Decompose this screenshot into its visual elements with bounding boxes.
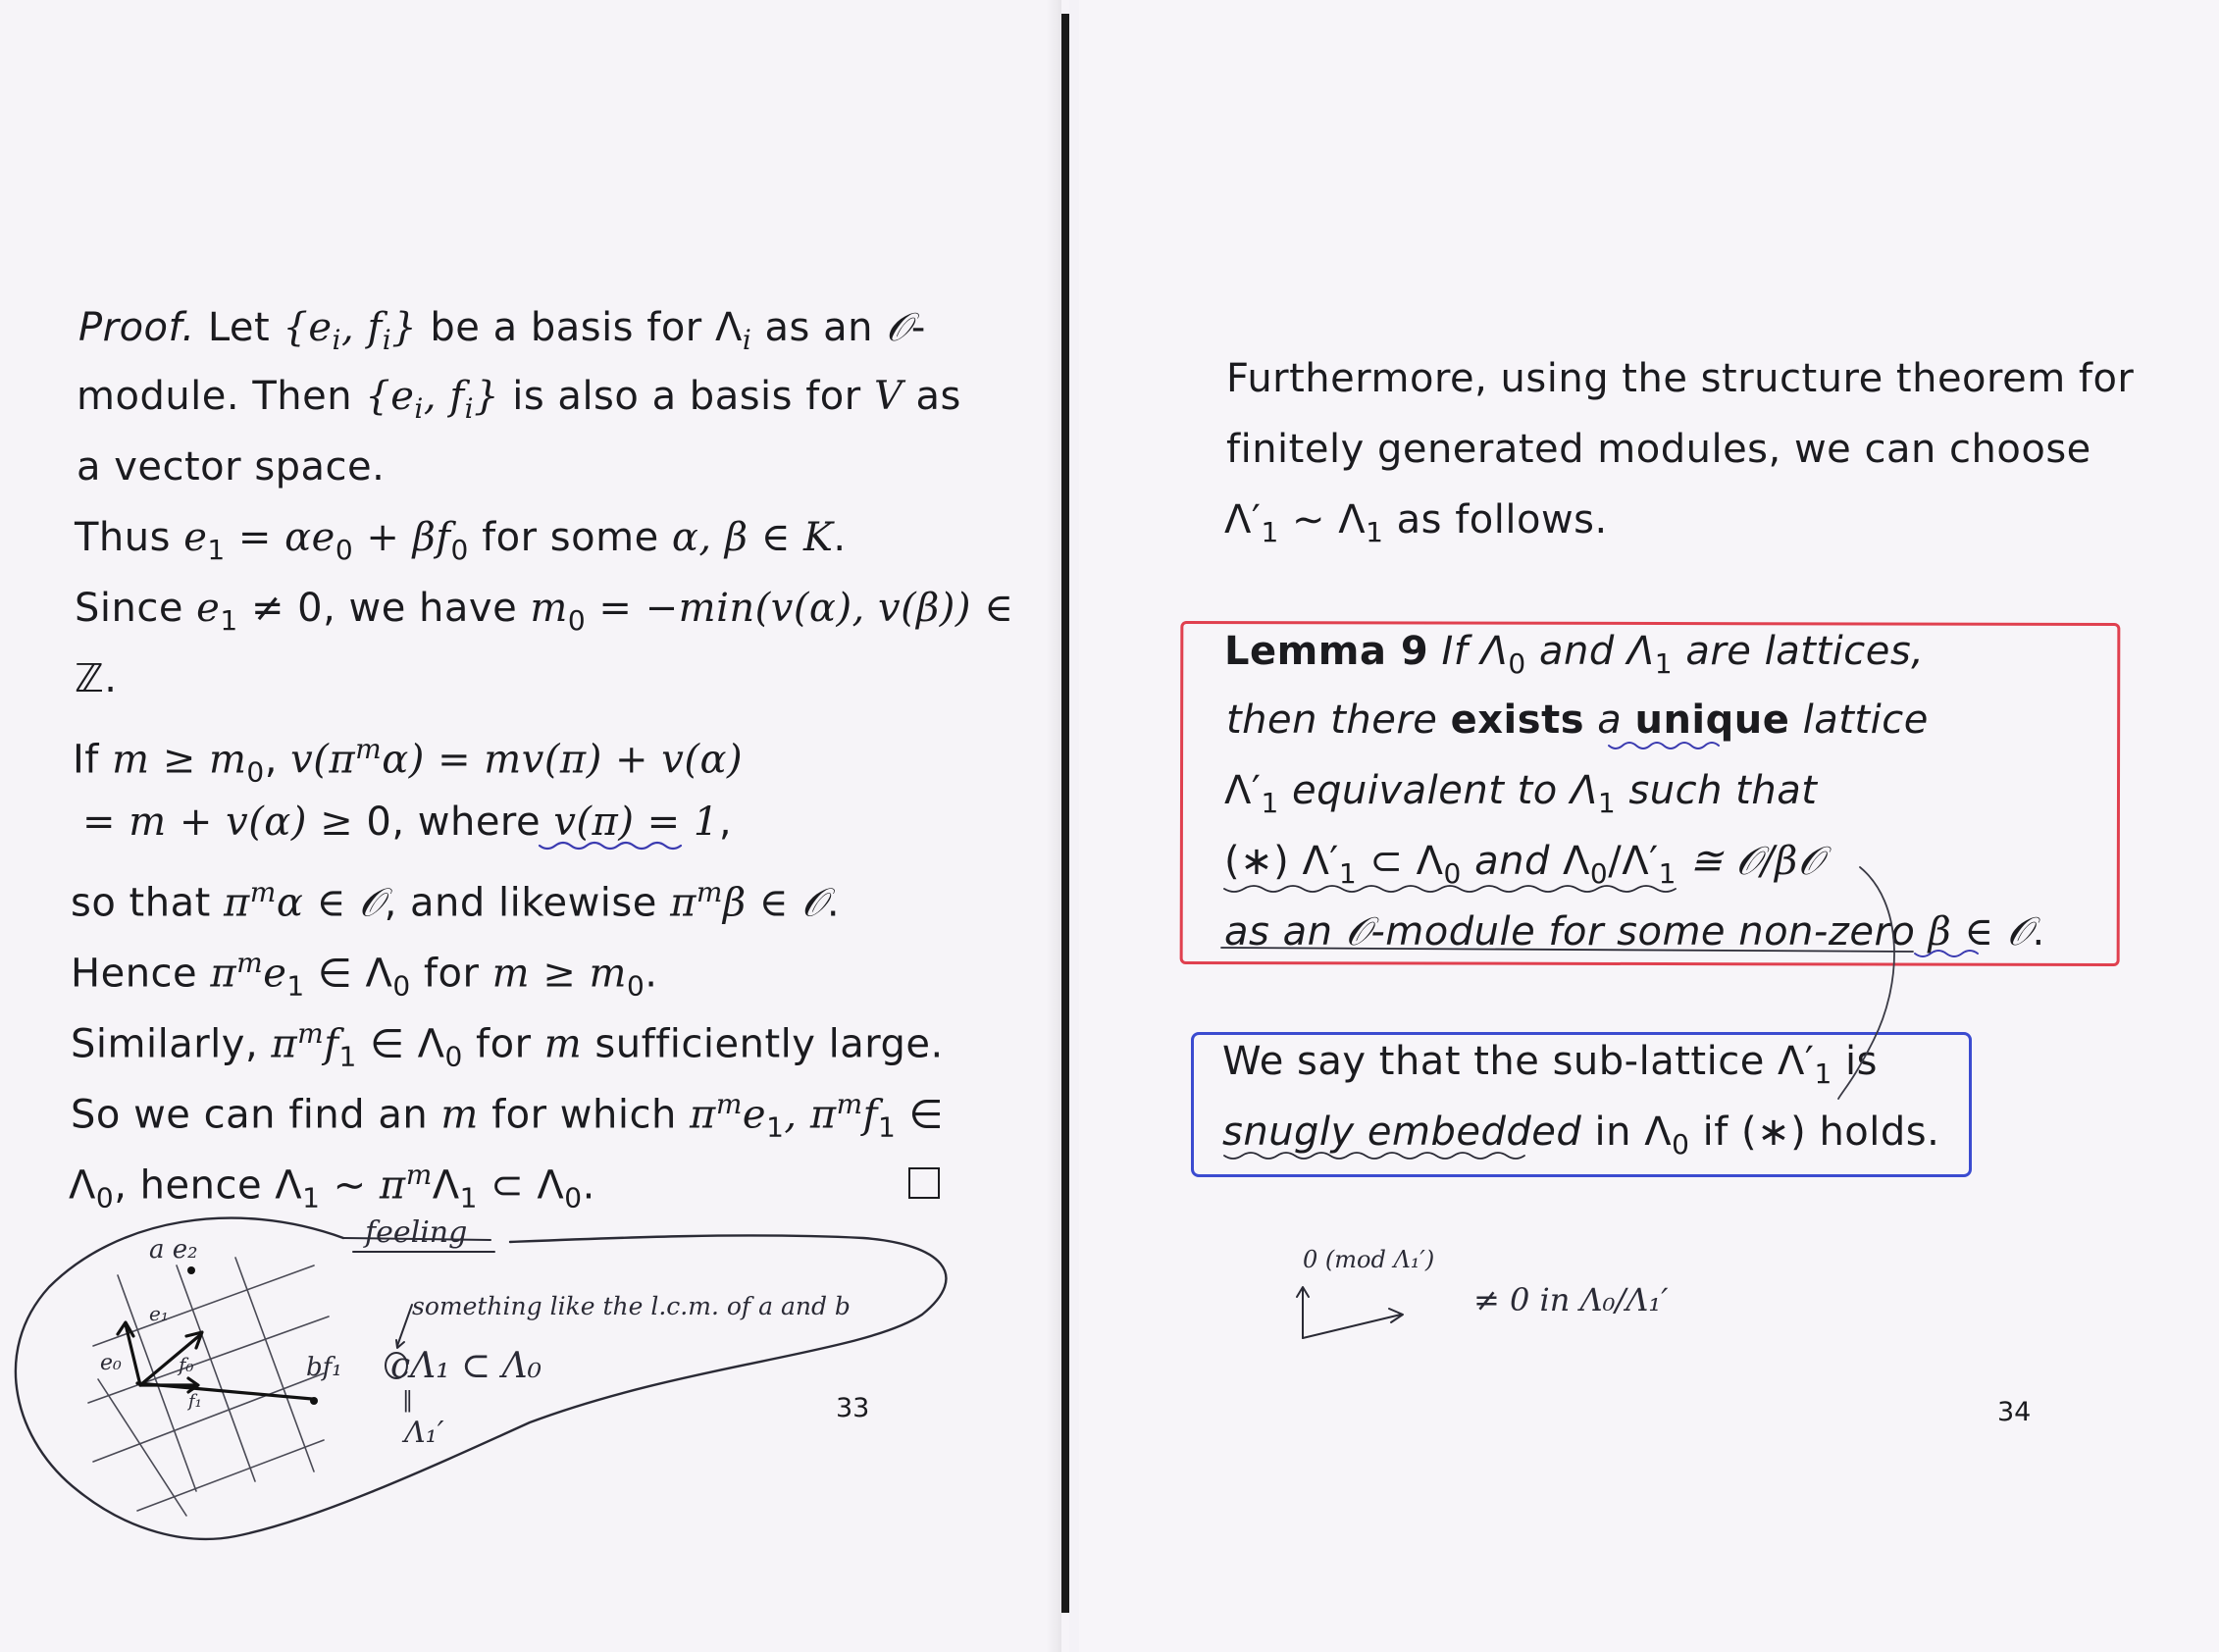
lemma-line: Lemma 9 If $\Lambda_0$ and $\Lambda_1$ are lattices,	[1224, 629, 1925, 680]
squiggle-underline-valuation	[540, 843, 681, 849]
proof-line: so that $\pi^m\alpha$ ∈ 𝒪, and likewise $\pi^m\beta$ ∈ 𝒪.	[71, 876, 841, 926]
hand-lambda1-prime: Λ₁′	[404, 1416, 444, 1450]
intro-line: finitely generated modules, we can choose	[1226, 427, 2091, 472]
underline-module-line	[1221, 948, 1913, 952]
lattice-point-bf1	[310, 1397, 318, 1405]
hand-equals: ‖	[402, 1388, 413, 1413]
squiggle-underline-beta	[1915, 951, 1978, 956]
proof-line: = m + v(α) ≥ 0, where v(π) = 1,	[82, 800, 733, 845]
proof-line: Since $e_1 \ne 0$, we have $m_0 = -\min(v(\alpha)$, v(β)) ∈	[75, 586, 1014, 637]
hand-e1: e₁	[149, 1302, 169, 1325]
proof-line: a vector space.	[77, 444, 386, 490]
squiggle-underline-star	[1224, 886, 1676, 892]
hand-ae2: a e₂	[149, 1235, 198, 1265]
proof-line: module. Then {$e_i$, $f_i$} is also a basis for V as	[77, 374, 961, 425]
lattice-point-ae2	[187, 1266, 195, 1274]
intro-line: $\Lambda'_1$ ∼ $\Lambda_1$ as follows.	[1224, 497, 1608, 548]
page-number-left: 33	[836, 1393, 870, 1423]
hand-feeling: feeling	[365, 1215, 468, 1250]
hand-f1: f₁	[188, 1391, 202, 1412]
proof-line: So we can find an m for which $\pi^me_1$, $\pi^mf_1$ ∈	[71, 1088, 944, 1144]
hand-e0: e₀	[100, 1351, 122, 1375]
lemma-line: $\Lambda'_1$ equivalent to $\Lambda_1$ such that	[1224, 768, 1818, 819]
hand-zero-mod: 0 (mod Λ₁′)	[1303, 1246, 1435, 1273]
hand-inclusion: cΛ₁ ⊂ Λ₀	[390, 1346, 542, 1386]
proof-line: Similarly, $\pi^mf_1$ ∈ $\Lambda_0$ for m sufficiently large.	[71, 1017, 944, 1073]
definition-line: We say that the sub-lattice $\Lambda'_1$ is	[1222, 1039, 1878, 1090]
proof-line: Thus $e_1 = \alpha e_0 + \beta f_0$ for some α, β ∈ K.	[75, 515, 847, 566]
proof-line: If $m \ge m_0$, $v(\pi^m\alpha) = mv(\pi) + v(\alpha)$	[73, 733, 744, 789]
page-number-right: 34	[1997, 1397, 2032, 1427]
lemma-line: then there exists a unique lattice	[1226, 697, 1929, 743]
lemma-line: as an 𝒪-module for some non-zero β ∈ 𝒪.	[1224, 909, 2045, 955]
lemma-line: (∗) $\Lambda'_1$ ⊂ $\Lambda_0$ and $\Lambda_0/\Lambda'_1$ ≅ 𝒪/β𝒪	[1224, 839, 1824, 890]
hand-lcm-note: something like the l.c.m. of a and b	[412, 1292, 851, 1320]
hand-bf1: bf₁	[306, 1353, 342, 1382]
squiggle-underline-unique	[1609, 743, 1719, 749]
connector-arc	[1838, 867, 1894, 1099]
proof-line: ℤ.	[75, 656, 118, 701]
definition-line: snugly embedded in $\Lambda_0$ if (∗) holds.	[1222, 1110, 1940, 1161]
proof-line: Proof. Let {$e_i$, $f_i$} be a basis for $\Lambda_i$ as an 𝒪-	[78, 305, 926, 356]
squiggle-underline-snugly	[1224, 1153, 1524, 1159]
proof-line: Hence $\pi^me_1$ ∈ $\Lambda_0$ for $m \ge m_0$.	[71, 947, 658, 1003]
proof-line: $\Lambda_0$, hence $\Lambda_1$ ∼ $\pi^m\Lambda_1$ ⊂ $\Lambda_0$.	[69, 1159, 595, 1214]
hand-neq-zero: ≠ 0 in Λ₀/Λ₁′	[1473, 1281, 1669, 1318]
hand-f0: f₀	[179, 1353, 194, 1376]
intro-line: Furthermore, using the structure theorem for	[1226, 356, 2135, 401]
